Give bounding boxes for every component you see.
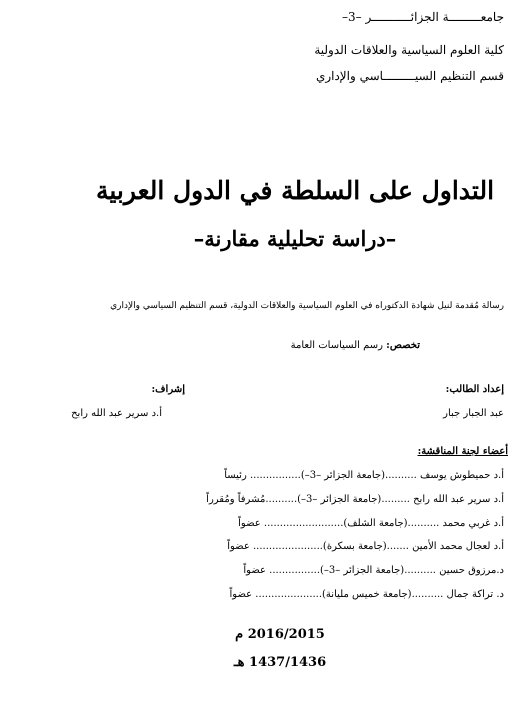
specialization-value: رسم السياسات العامة xyxy=(290,340,383,351)
committee-member: أ.د غربي محمد ..........(جامعة الشلف)......................... عضواً xyxy=(238,518,504,529)
specialization xyxy=(291,340,420,351)
prepared-by-label: إعداد الطالب: xyxy=(445,384,504,395)
gregorian-year: 2016/2015 م xyxy=(235,627,325,642)
thesis-subtitle: –دراسة تحليلية مقارنة– xyxy=(193,226,397,251)
department-name: قسم التنظيم السيـــــــــاسي والإداري xyxy=(315,69,504,83)
committee-member: د. تراكة جمال ..........(جامعة خميس مليانة)..................... عضواً xyxy=(229,589,504,600)
hijri-year: 1437/1436 هـ xyxy=(233,655,327,670)
university-name: جامعـــــــــة الجزائـــــــــــر –3– xyxy=(342,10,504,24)
specialization-label: تخصص: xyxy=(386,340,420,351)
committee-member: د.مرزوق حسين ..........(جامعة الجزائر –3–)................ عضواً xyxy=(243,565,504,576)
committee-label: أعضاء لجنة المناقشة: xyxy=(417,446,508,457)
faculty-name: كلية العلوم السياسية والعلاقات الدولية xyxy=(314,43,504,57)
supervision-label: إشراف: xyxy=(151,384,185,395)
thesis-description: رسالة مُقدمة لنيل شهادة الدكتوراه في العلوم السياسية والعلاقات الدولية، قسم التنظيم السياسي والإداري xyxy=(110,301,504,311)
committee-member: أ.د لعجال محمد الأمين .......(جامعة بسكرة)...................... عضواً xyxy=(227,541,504,552)
committee-member: أ.د حميطوش يوسف ..........(جامعة الجزائر –3–)................ رئيساً xyxy=(224,470,504,481)
supervisor-name: أ.د سرير عبد الله رابح xyxy=(71,408,162,419)
thesis-title: التداول على السلطة في الدول العربية xyxy=(95,176,495,205)
committee-member: أ.د سرير عبد الله رابح .........(جامعة الجزائر –3–)..........مُشرفاً ومُقرراً xyxy=(206,494,504,505)
student-name: عبد الجبار جبار xyxy=(443,408,504,419)
